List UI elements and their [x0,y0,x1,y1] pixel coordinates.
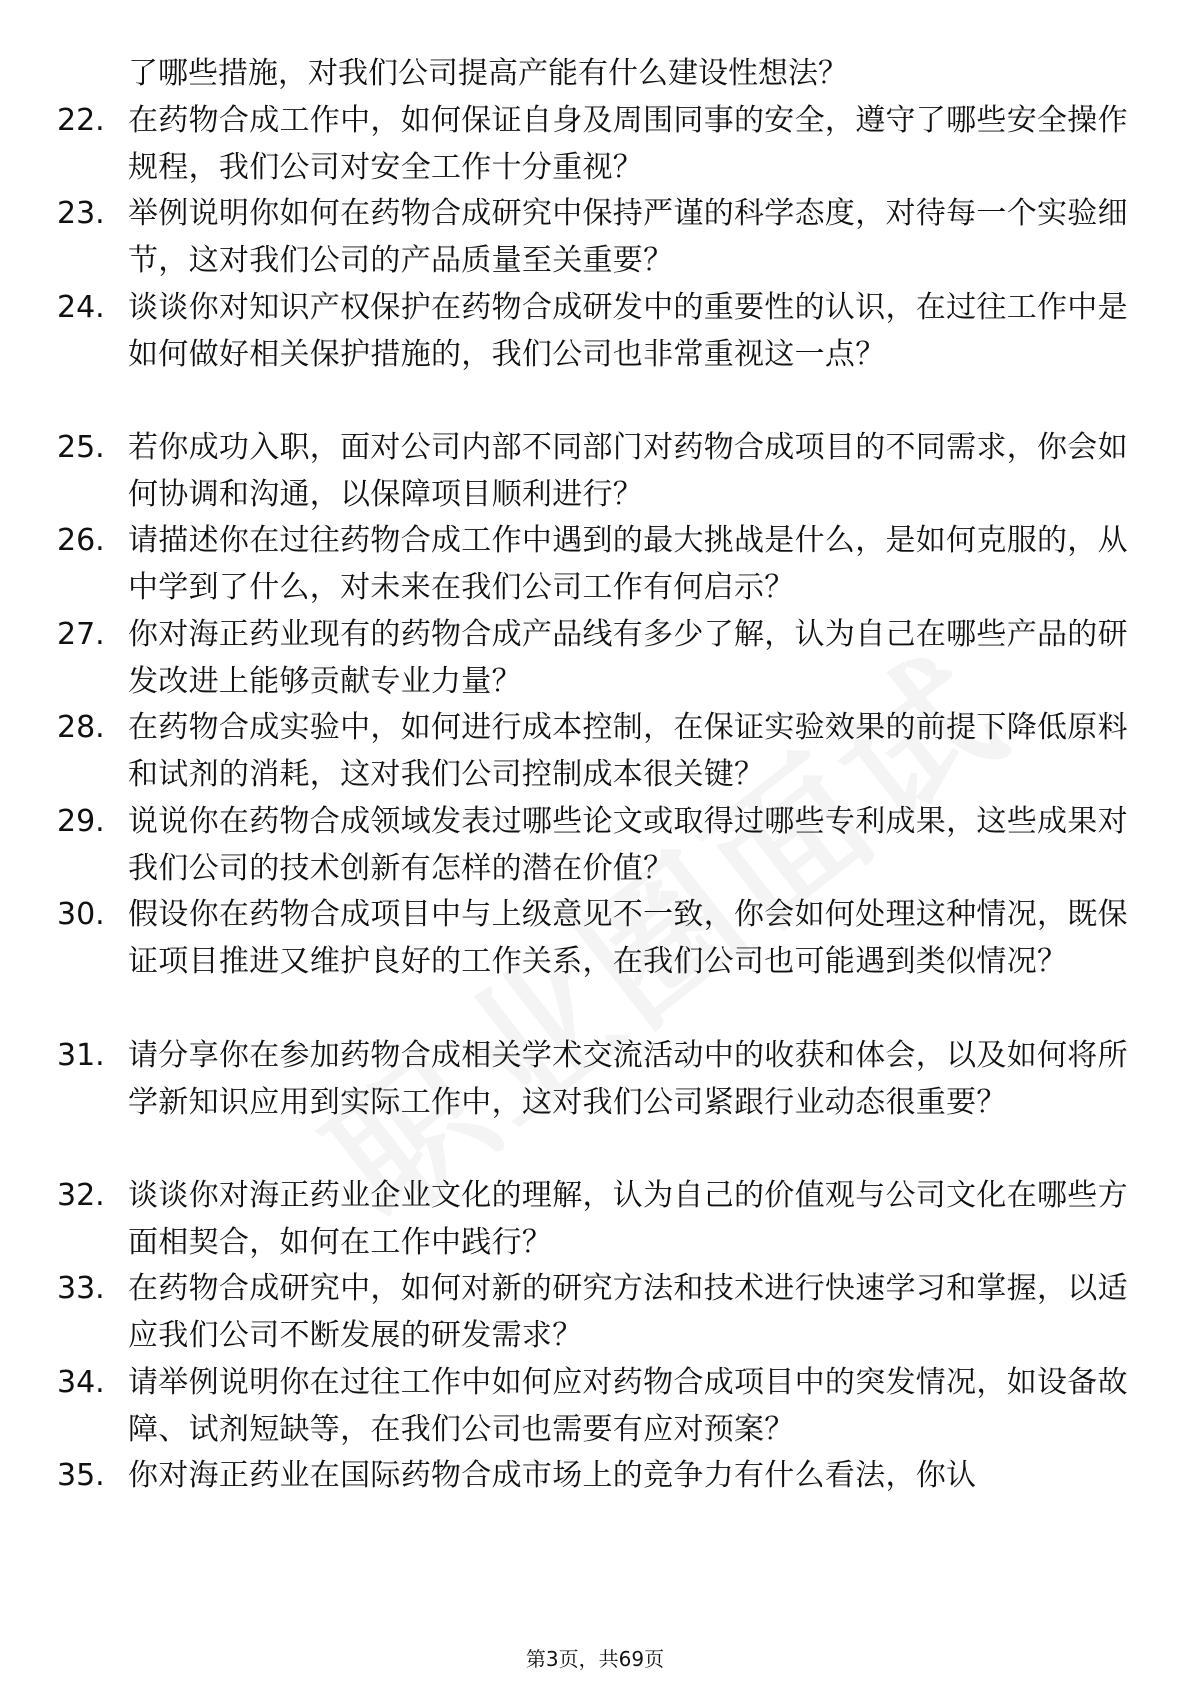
question-text: 请举例说明你在过往工作中如何应对药物合成项目中的突发情况，如设备故障、试剂短缺等，在我们公司也需要有应对预案？ [128,1365,1128,1447]
question-text: 举例说明你如何在药物合成研究中保持严谨的科学态度，对待每一个实验细节，这对我们公司的产品质量至关重要？ [128,196,1128,278]
question-text: 在药物合成实验中，如何进行成本控制，在保证实验效果的前提下降低原料和试剂的消耗，这对我们公司控制成本很关键？ [128,710,1128,792]
question-number: 31. [57,1038,105,1073]
question-text: 在药物合成研究中，如何对新的研究方法和技术进行快速学习和掌握，以适应我们公司不断发展的研发需求？ [128,1271,1128,1353]
question-number: 23. [57,196,105,231]
question-text: 说说你在药物合成领域发表过哪些论文或取得过哪些专利成果，这些成果对我们公司的技术创新有怎样的潜在价值？ [128,804,1128,886]
question-number: 34. [57,1365,105,1400]
question-number: 28. [57,710,105,745]
question-number: 22. [57,103,105,138]
question-text: 在药物合成工作中，如何保证自身及周围同事的安全，遵守了哪些安全操作规程，我们公司对安全工作十分重视？ [128,103,1128,185]
question-text: 谈谈你对知识产权保护在药物合成研发中的重要性的认识，在过往工作中是如何做好相关保护措施的，我们公司也非常重视这一点？ [128,290,1128,372]
question-number: 29. [57,804,105,839]
question-text: 你对海正药业现有的药物合成产品线有多少了解，认为自己在哪些产品的研发改进上能够贡献专业力量？ [128,617,1128,699]
question-text: 若你成功入职，面对公司内部不同部门对药物合成项目的不同需求，你会如何协调和沟通，以保障项目顺利进行？ [128,430,1128,512]
continued-question-text: 了哪些措施，对我们公司提高产能有什么建设性想法？ [128,56,848,91]
question-text: 你对海正药业在国际药物合成市场上的竞争力有什么看法，你认 [128,1458,977,1493]
question-number: 35. [57,1458,105,1493]
question-number: 30. [57,897,105,932]
question-text: 请分享你在参加药物合成相关学术交流活动中的收获和体会，以及如何将所学新知识应用到实际工作中，这对我们公司紧跟行业动态很重要？ [128,1038,1128,1120]
question-number: 25. [57,430,105,465]
question-number: 32. [57,1178,105,1213]
question-text: 假设你在药物合成项目中与上级意见不一致，你会如何处理这种情况，既保证项目推进又维护良好的工作关系，在我们公司也可能遇到类似情况？ [128,897,1128,979]
page-number: 第3页，共69页 [525,1647,665,1671]
question-number: 26. [57,523,105,558]
question-number: 33. [57,1271,105,1306]
question-text: 谈谈你对海正药业企业文化的理解，认为自己的价值观与公司文化在哪些方面相契合，如何在工作中践行？ [128,1178,1128,1260]
question-number: 24. [57,290,105,325]
question-text: 请描述你在过往药物合成工作中遇到的最大挑战是什么，是如何克服的，从中学到了什么，对未来在我们公司工作有何启示？ [128,523,1128,605]
question-number: 27. [57,617,105,652]
